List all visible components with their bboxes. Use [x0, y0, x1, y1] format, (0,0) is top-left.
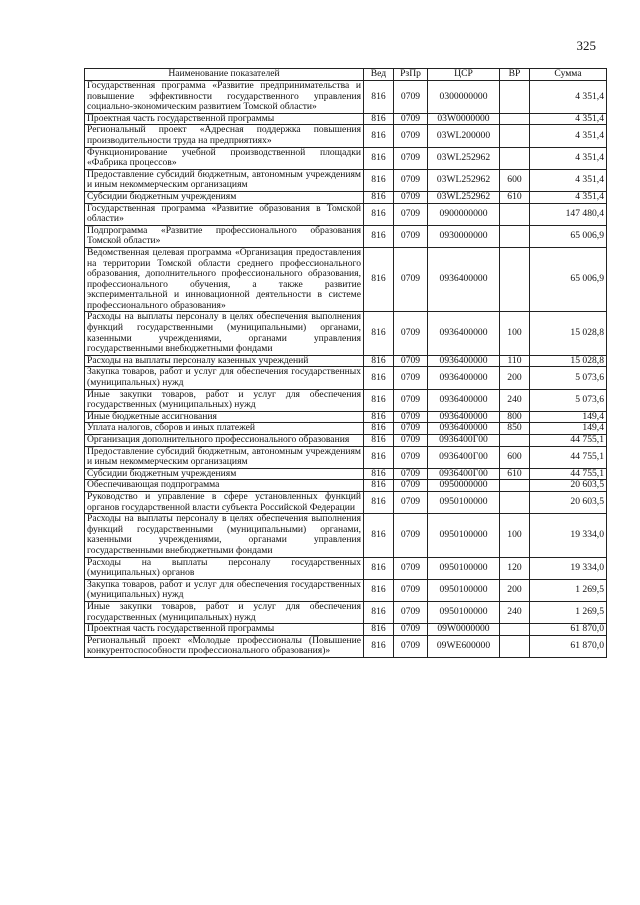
cell-sum: 5 073,6 [530, 389, 607, 411]
cell-name: Государственная программа «Развитие предпринимательства и повышение эффективности государственного управления социально-экономическим развитием Томской области» [85, 81, 364, 114]
cell-vr: 600 [500, 446, 530, 468]
table-row [85, 247, 607, 312]
cell-sum: 149,4 [530, 423, 607, 435]
cell-rzpr: 0709 [394, 446, 428, 468]
cell-ved: 816 [364, 579, 394, 601]
table-row [85, 480, 607, 492]
cell-name: Закупка товаров, работ и услуг для обеспечения государственных (муниципальных) нужд [85, 367, 364, 389]
cell-sum: 4 351,4 [530, 113, 607, 125]
cell-vr [500, 81, 530, 114]
cell-name: Иные закупки товаров, работ и услуг для обеспечения государственных (муниципальных) нужд [85, 601, 364, 623]
table-row [85, 635, 607, 657]
cell-csr: 0930000000 [428, 225, 500, 247]
cell-csr: 09WE600000 [428, 635, 500, 657]
cell-csr: 0936400000 [428, 355, 500, 367]
cell-sum: 44 755,1 [530, 435, 607, 447]
cell-ved: 816 [364, 480, 394, 492]
cell-name: Расходы на выплаты персоналу государственных (муниципальных) органов [85, 557, 364, 579]
cell-csr: 0950100000 [428, 557, 500, 579]
cell-ved: 816 [364, 81, 394, 114]
cell-rzpr: 0709 [394, 491, 428, 513]
cell-vr: 850 [500, 423, 530, 435]
cell-vr: 120 [500, 557, 530, 579]
cell-csr: 0936400000 [428, 411, 500, 423]
cell-rzpr: 0709 [394, 624, 428, 636]
cell-vr: 200 [500, 367, 530, 389]
table-row [85, 203, 607, 225]
cell-ved: 816 [364, 624, 394, 636]
cell-name: Иные закупки товаров, работ и услуг для обеспечения государственных (муниципальных) нужд [85, 389, 364, 411]
cell-ved: 816 [364, 203, 394, 225]
cell-name: Организация дополнительного профессионального образования [85, 435, 364, 447]
cell-vr: 100 [500, 312, 530, 355]
cell-sum: 4 351,4 [530, 81, 607, 114]
cell-vr: 800 [500, 411, 530, 423]
cell-vr [500, 480, 530, 492]
cell-name: Предоставление субсидий бюджетным, автономным учреждениям и иным некоммерческим организациям [85, 446, 364, 468]
budget-table [84, 68, 607, 658]
table-row [85, 491, 607, 513]
cell-name: Субсидии бюджетным учреждениям [85, 468, 364, 480]
table-row [85, 389, 607, 411]
cell-csr: 03WL252962 [428, 169, 500, 191]
table-row [85, 411, 607, 423]
cell-vr [500, 491, 530, 513]
cell-sum: 15 028,8 [530, 312, 607, 355]
cell-rzpr: 0709 [394, 468, 428, 480]
cell-rzpr: 0709 [394, 191, 428, 203]
cell-name: Проектная часть государственной программы [85, 624, 364, 636]
table-row [85, 191, 607, 203]
table-row [85, 355, 607, 367]
cell-rzpr: 0709 [394, 601, 428, 623]
cell-rzpr: 0709 [394, 113, 428, 125]
cell-name: Расходы на выплаты персоналу казенных учреждений [85, 355, 364, 367]
cell-name: Руководство и управление в сфере установленных функций органов государственной власти субъекта Российской Федерации [85, 491, 364, 513]
cell-rzpr: 0709 [394, 355, 428, 367]
table-row [85, 601, 607, 623]
cell-vr: 610 [500, 468, 530, 480]
cell-csr: 0936400000 [428, 389, 500, 411]
table-row [85, 147, 607, 169]
cell-name: Расходы на выплаты персоналу в целях обеспечения выполнения функций государственными (муниципальными) органами, казенными учреждениями, органами управления государственными внебюджетными фондами [85, 514, 364, 557]
cell-sum: 20 603,5 [530, 480, 607, 492]
cell-ved: 816 [364, 389, 394, 411]
cell-csr: 0936400000 [428, 367, 500, 389]
cell-sum: 44 755,1 [530, 446, 607, 468]
cell-rzpr: 0709 [394, 169, 428, 191]
table-row [85, 169, 607, 191]
cell-vr [500, 225, 530, 247]
cell-rzpr: 0709 [394, 312, 428, 355]
cell-rzpr: 0709 [394, 389, 428, 411]
cell-sum: 1 269,5 [530, 579, 607, 601]
cell-sum: 1 269,5 [530, 601, 607, 623]
cell-vr [500, 247, 530, 312]
table-row [85, 367, 607, 389]
cell-ved: 816 [364, 423, 394, 435]
cell-csr: 0936400Г00 [428, 446, 500, 468]
cell-csr: 0936400000 [428, 423, 500, 435]
cell-rzpr: 0709 [394, 247, 428, 312]
cell-csr: 03W0000000 [428, 113, 500, 125]
cell-name: Региональный проект «Молодые профессионалы (Повышение конкурентоспособности профессионального образования)» [85, 635, 364, 657]
cell-ved: 816 [364, 312, 394, 355]
cell-name: Субсидии бюджетным учреждениям [85, 191, 364, 203]
cell-rzpr: 0709 [394, 635, 428, 657]
cell-rzpr: 0709 [394, 480, 428, 492]
cell-sum: 44 755,1 [530, 468, 607, 480]
cell-sum: 19 334,0 [530, 514, 607, 557]
header-sum: Сумма [530, 69, 607, 81]
cell-ved: 816 [364, 601, 394, 623]
header-ved: Вед [364, 69, 394, 81]
cell-ved: 816 [364, 355, 394, 367]
cell-rzpr: 0709 [394, 411, 428, 423]
cell-name: Уплата налогов, сборов и иных платежей [85, 423, 364, 435]
cell-sum: 4 351,4 [530, 147, 607, 169]
cell-vr: 600 [500, 169, 530, 191]
cell-name: Региональный проект «Адресная поддержка повышения производительности труда на предприятиях» [85, 125, 364, 147]
table-row [85, 81, 607, 114]
cell-sum: 65 006,9 [530, 225, 607, 247]
table-row [85, 113, 607, 125]
cell-csr: 0950000000 [428, 480, 500, 492]
cell-sum: 19 334,0 [530, 557, 607, 579]
cell-ved: 816 [364, 191, 394, 203]
cell-rzpr: 0709 [394, 225, 428, 247]
cell-vr: 100 [500, 514, 530, 557]
cell-vr: 240 [500, 601, 530, 623]
cell-rzpr: 0709 [394, 367, 428, 389]
cell-rzpr: 0709 [394, 81, 428, 114]
cell-name: Ведомственная целевая программа «Организация предоставления на территории Томской области среднего профессионального образования, дополнительного профессионального образования, профессионального обучения, а также развитие экспериментальной и инновационной деятельности в системе профессионального образования» [85, 247, 364, 312]
cell-ved: 816 [364, 247, 394, 312]
cell-ved: 816 [364, 113, 394, 125]
cell-rzpr: 0709 [394, 514, 428, 557]
cell-ved: 816 [364, 635, 394, 657]
cell-sum: 4 351,4 [530, 191, 607, 203]
cell-sum: 20 603,5 [530, 491, 607, 513]
cell-rzpr: 0709 [394, 125, 428, 147]
cell-vr [500, 113, 530, 125]
table-row [85, 468, 607, 480]
table-row [85, 446, 607, 468]
header-vr: ВР [500, 69, 530, 81]
cell-sum: 5 073,6 [530, 367, 607, 389]
cell-name: Обеспечивающая подпрограмма [85, 480, 364, 492]
table-body [85, 81, 607, 658]
cell-sum: 15 028,8 [530, 355, 607, 367]
cell-vr: 200 [500, 579, 530, 601]
table-row [85, 225, 607, 247]
header-csr: ЦСР [428, 69, 500, 81]
cell-ved: 816 [364, 435, 394, 447]
table-row [85, 557, 607, 579]
cell-vr: 110 [500, 355, 530, 367]
cell-ved: 816 [364, 446, 394, 468]
table-header-row [85, 69, 607, 81]
cell-sum: 65 006,9 [530, 247, 607, 312]
cell-name: Функционирование учебной производственной площадки «Фабрика процессов» [85, 147, 364, 169]
cell-sum: 149,4 [530, 411, 607, 423]
cell-csr: 0936400Г00 [428, 435, 500, 447]
cell-name: Проектная часть государственной программы [85, 113, 364, 125]
cell-rzpr: 0709 [394, 203, 428, 225]
cell-ved: 816 [364, 225, 394, 247]
cell-csr: 0950100000 [428, 601, 500, 623]
cell-ved: 816 [364, 169, 394, 191]
table-row [85, 624, 607, 636]
cell-vr: 610 [500, 191, 530, 203]
cell-vr [500, 624, 530, 636]
cell-csr: 03WL252962 [428, 191, 500, 203]
table-row [85, 435, 607, 447]
table-row [85, 125, 607, 147]
cell-sum: 4 351,4 [530, 169, 607, 191]
cell-sum: 61 870,0 [530, 635, 607, 657]
cell-name: Государственная программа «Развитие образования в Томской области» [85, 203, 364, 225]
cell-rzpr: 0709 [394, 579, 428, 601]
cell-csr: 0950100000 [428, 491, 500, 513]
header-rzpr: РзПр [394, 69, 428, 81]
cell-csr: 0936400000 [428, 247, 500, 312]
cell-rzpr: 0709 [394, 147, 428, 169]
cell-name: Подпрограмма «Развитие профессионального образования Томской области» [85, 225, 364, 247]
cell-ved: 816 [364, 491, 394, 513]
cell-csr: 0900000000 [428, 203, 500, 225]
cell-sum: 4 351,4 [530, 125, 607, 147]
cell-csr: 03WL252962 [428, 147, 500, 169]
cell-csr: 0300000000 [428, 81, 500, 114]
cell-rzpr: 0709 [394, 557, 428, 579]
cell-vr [500, 435, 530, 447]
table-row [85, 514, 607, 557]
cell-csr: 09W0000000 [428, 624, 500, 636]
cell-csr: 0950100000 [428, 579, 500, 601]
cell-vr [500, 125, 530, 147]
cell-ved: 816 [364, 147, 394, 169]
table-row [85, 423, 607, 435]
cell-name: Предоставление субсидий бюджетным, автономным учреждениям и иным некоммерческим организациям [85, 169, 364, 191]
cell-name: Расходы на выплаты персоналу в целях обеспечения выполнения функций государственными (муниципальными) органами, казенными учреждениями, органами управления государственными внебюджетными фондами [85, 312, 364, 355]
cell-ved: 816 [364, 514, 394, 557]
cell-name: Иные бюджетные ассигнования [85, 411, 364, 423]
cell-ved: 816 [364, 367, 394, 389]
cell-csr: 0936400Г00 [428, 468, 500, 480]
page-number: 325 [576, 38, 596, 53]
cell-vr [500, 147, 530, 169]
cell-ved: 816 [364, 125, 394, 147]
cell-vr: 240 [500, 389, 530, 411]
cell-vr [500, 635, 530, 657]
cell-csr: 0950100000 [428, 514, 500, 557]
table-row [85, 579, 607, 601]
cell-vr [500, 203, 530, 225]
cell-sum: 147 480,4 [530, 203, 607, 225]
cell-name: Закупка товаров, работ и услуг для обеспечения государственных (муниципальных) нужд [85, 579, 364, 601]
header-name: Наименование показателей [85, 69, 364, 81]
cell-rzpr: 0709 [394, 435, 428, 447]
cell-ved: 816 [364, 468, 394, 480]
cell-ved: 816 [364, 557, 394, 579]
table-row [85, 312, 607, 355]
cell-rzpr: 0709 [394, 423, 428, 435]
cell-csr: 03WL200000 [428, 125, 500, 147]
cell-ved: 816 [364, 411, 394, 423]
cell-csr: 0936400000 [428, 312, 500, 355]
cell-sum: 61 870,0 [530, 624, 607, 636]
